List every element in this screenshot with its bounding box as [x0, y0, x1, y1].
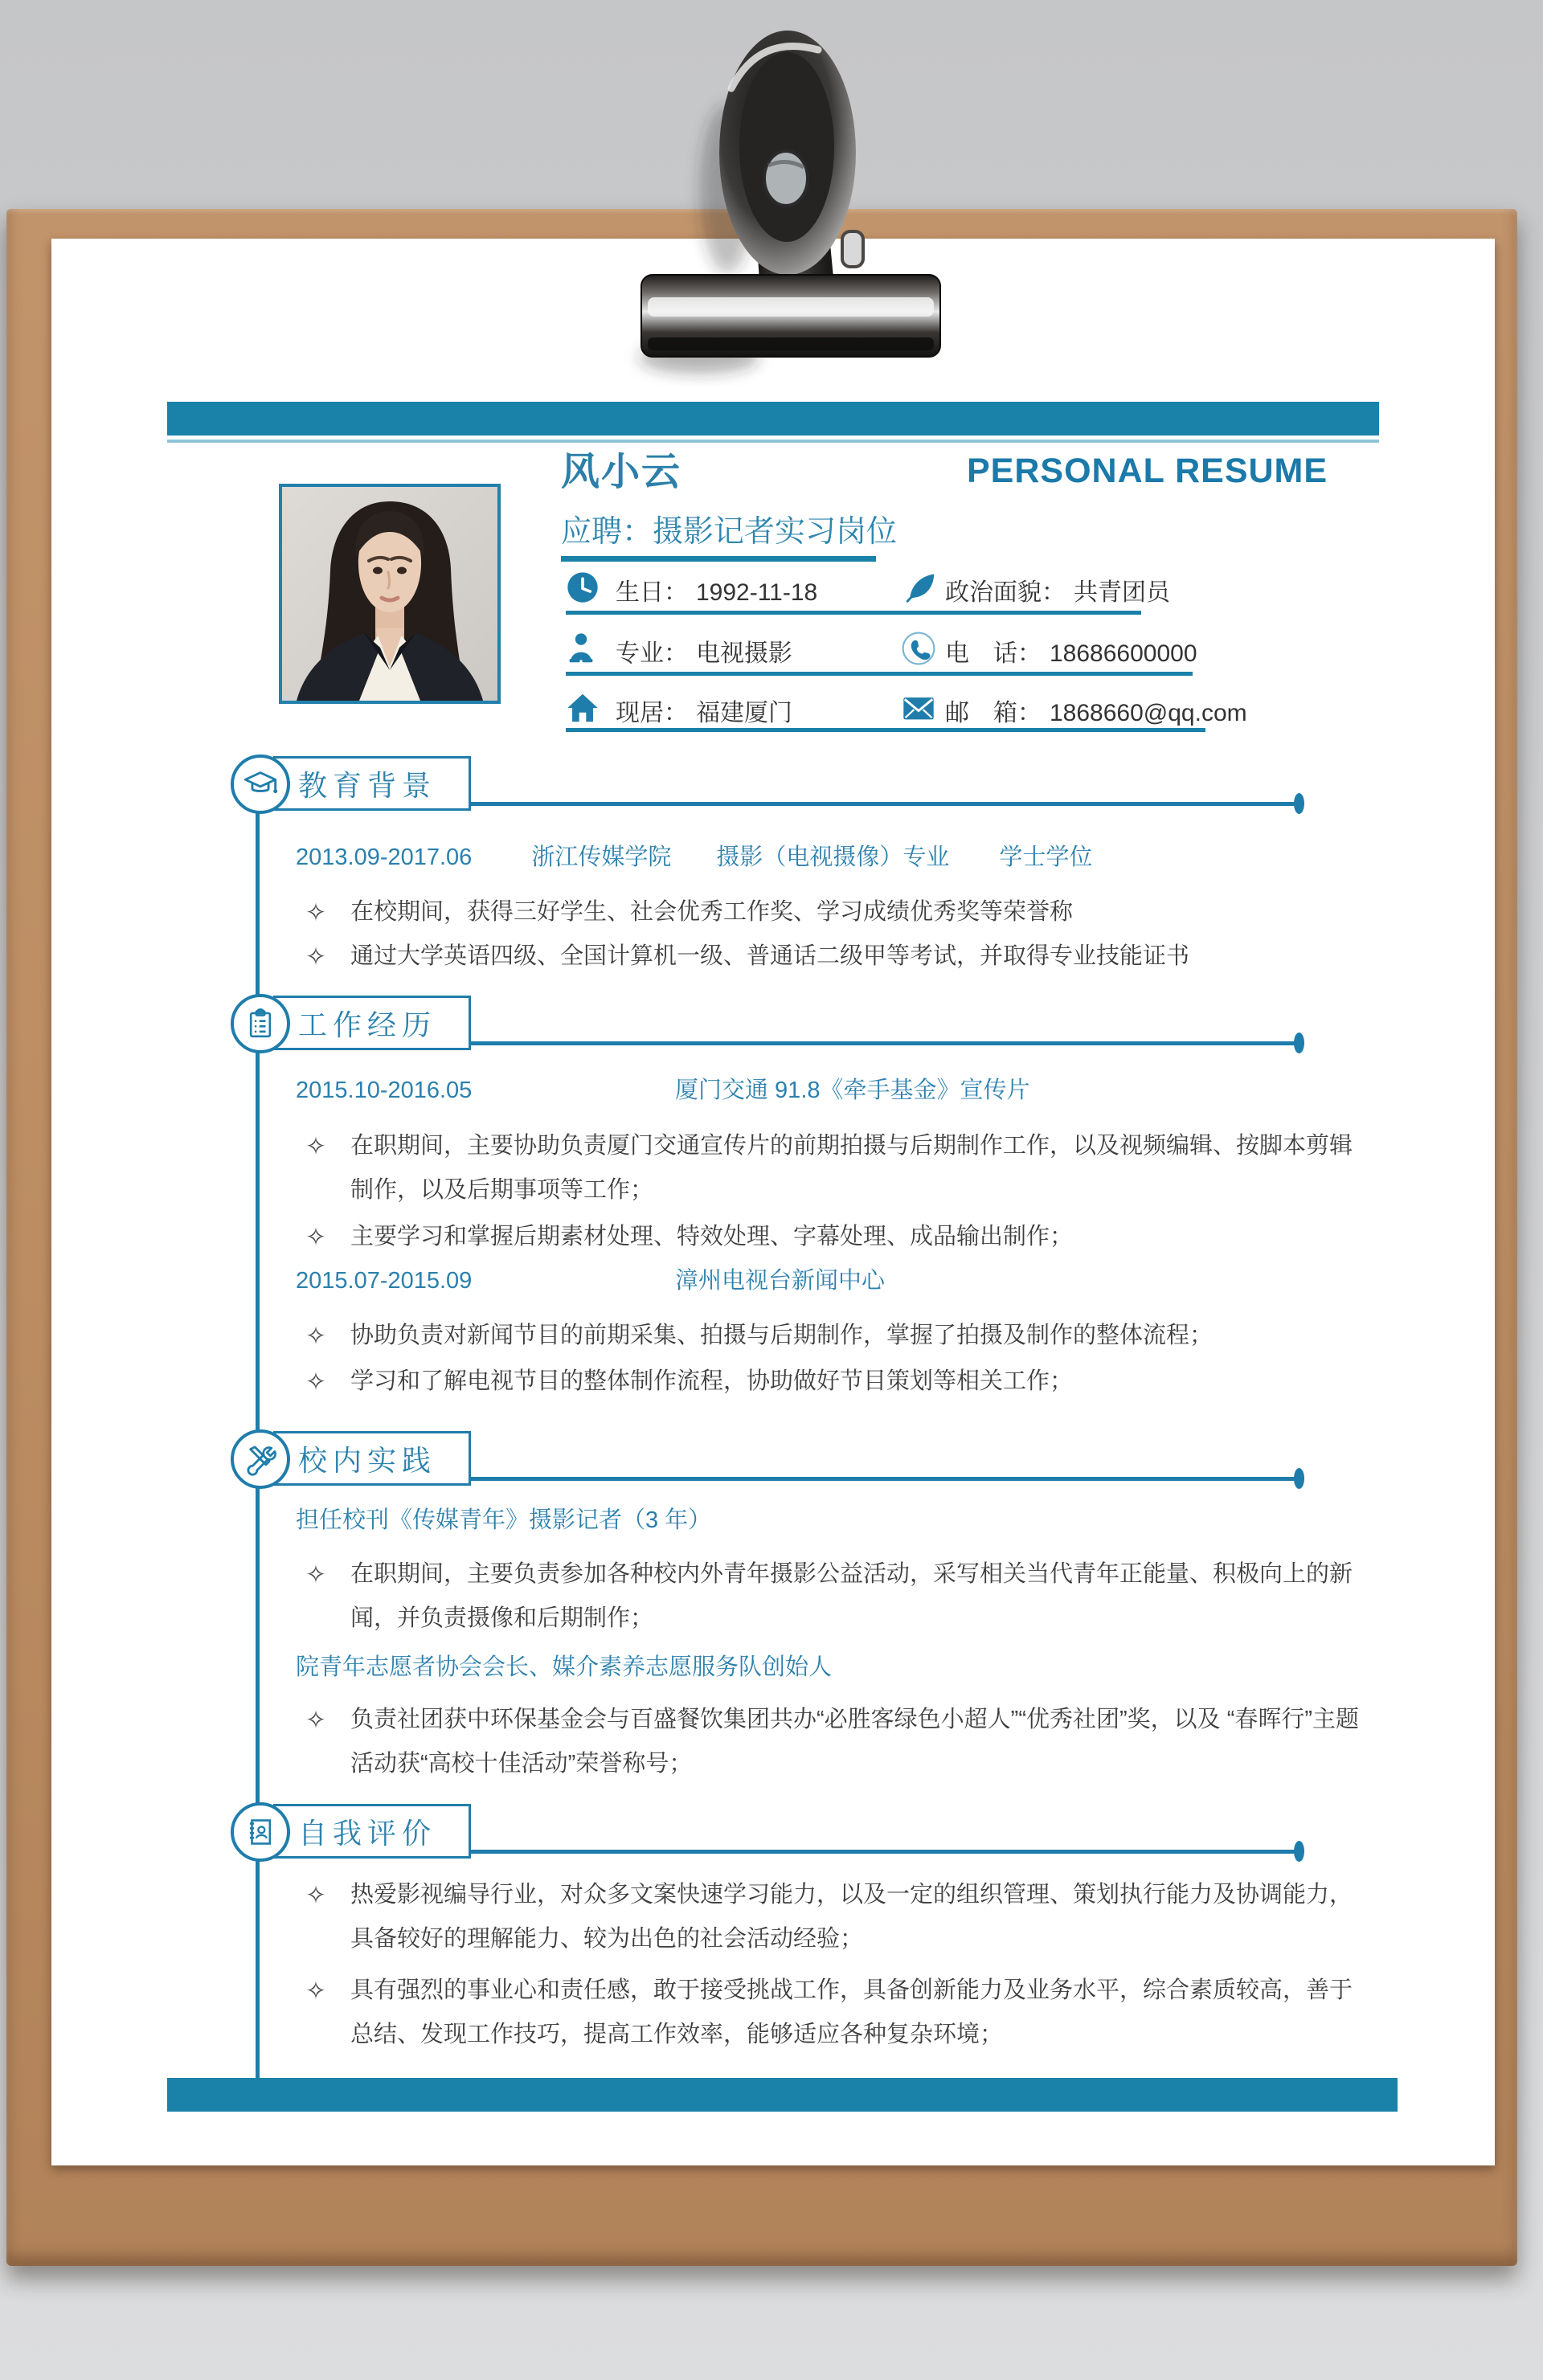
practice-role-2: 院青年志愿者协会会长、媒介素养志愿服务队创始人 [296, 1654, 833, 1680]
selfeval-section-title-box [273, 1804, 471, 1859]
selfeval-section-title: 自我评价 [298, 1817, 437, 1850]
residence-value: 福建厦门 [696, 700, 792, 726]
info-divider-2 [566, 672, 1193, 676]
practice-section-badge [231, 1429, 290, 1489]
email-value: 1868660@qq.com [1050, 700, 1247, 726]
bullet-diamond-icon: ✧ [305, 1977, 326, 2005]
tools-icon [243, 1441, 278, 1477]
work-section-dot [1294, 1033, 1304, 1053]
practice-section-title-box [273, 1431, 471, 1486]
selfeval-section-badge [231, 1802, 290, 1862]
profile-photo [279, 484, 501, 704]
bullet-diamond-icon: ✧ [305, 1223, 326, 1251]
leaf-icon [902, 569, 939, 606]
bullet-diamond-icon: ✧ [305, 1881, 326, 1909]
education-school: 浙江传媒学院 [531, 844, 672, 870]
education-major: 摄影（电视摄像）专业 [716, 844, 950, 870]
practice-role-1: 担任校刊《传媒青年》摄影记者（3 年） [296, 1507, 712, 1533]
work-entry-2-period: 2015.07-2015.09 [296, 1268, 473, 1294]
political-label: 政治面貌： [945, 579, 1066, 606]
work-entry-2-org: 漳州电视台新闻中心 [675, 1268, 886, 1294]
work-entry-1-period: 2015.10-2016.05 [296, 1078, 473, 1103]
selfeval-bullet-1: ✧ 热爱影视编导行业，对众多文案快速学习能力，以及一定的组织管理、策划执行能力及协调能力，具备较好的理解能力、较为出色的社会活动经验； [304, 1873, 1373, 1961]
phone-value: 18686600000 [1050, 640, 1197, 667]
selfeval-bullet-2: ✧ 具有强烈的事业心和责任感，敢于接受挑战工作，具备创新能力及业务水平，综合素质较高，善于总结、发现工作技巧，提高工作效率，能够适应各种复杂环境； [304, 1969, 1373, 2057]
education-section-dot [1294, 793, 1304, 814]
clip-ring-inner [739, 52, 834, 242]
bullet-diamond-icon: ✧ [305, 1706, 326, 1734]
education-bullet-2: ✧ 通过大学英语四级、全国计算机一级、普通话二级甲等考试，并取得专业技能证书 [304, 934, 1373, 979]
work-section-badge [231, 994, 290, 1053]
info-row-major-phone [561, 628, 1220, 672]
birthday-value: 1992-11-18 [696, 579, 818, 606]
work-entry-1-org: 厦门交通 91.8《牵手基金》宣传片 [675, 1078, 1030, 1103]
clock-icon [564, 569, 601, 606]
work-entry-2-heading [296, 1262, 885, 1295]
clip-lever [842, 231, 863, 267]
practice-bullet-2: ✧ 负责社团获中环保基金会与百盛餐饮集团共办“必胜客绿色小超人”“优秀社团”奖，以及 “春晖行”主题活动获“高校十佳活动”荣誉称号； [304, 1698, 1373, 1786]
work-entry-1-bullet-2: ✧ 主要学习和掌握后期素材处理、特效处理、字幕处理、成品输出制作； [304, 1215, 1373, 1259]
candidate-name: 风小云 [561, 451, 682, 493]
major-value: 电视摄影 [696, 640, 792, 667]
objective-underline [561, 556, 876, 562]
portrait-illustration [282, 487, 497, 701]
footer-accent-bar [167, 2078, 1398, 2112]
bullet-diamond-icon: ✧ [305, 1560, 326, 1589]
clipboard-icon [244, 1007, 277, 1041]
residence-label: 现居： [616, 700, 688, 726]
education-degree: 学士学位 [999, 844, 1093, 870]
clip-hole [764, 151, 808, 206]
student-icon [563, 630, 600, 667]
contact-card-icon [244, 1815, 277, 1849]
education-entry [296, 839, 1092, 872]
work-section-title: 工作经历 [298, 1008, 437, 1041]
info-row-birthday-political [561, 567, 1220, 611]
bullet-diamond-icon: ✧ [305, 1132, 326, 1160]
selfeval-section-dot [1294, 1841, 1304, 1862]
practice-section-dot [1294, 1468, 1304, 1489]
mail-icon [900, 689, 937, 726]
work-entry-1-bullet-1: ✧ 在职期间，主要协助负责厦门交通宣传片的前期拍摄与后期制作工作，以及视频编辑、按脚本剪辑制作，以及后期事项等工作； [304, 1124, 1373, 1212]
header-accent-bar [167, 402, 1379, 436]
bullet-diamond-icon: ✧ [305, 898, 326, 926]
work-section-title-box [273, 996, 471, 1050]
work-entry-1-heading [296, 1072, 1030, 1105]
work-entry-2-bullet-1: ✧ 协助负责对新闻节目的前期采集、拍摄与后期制作，掌握了拍摄及制作的整体流程； [304, 1314, 1373, 1358]
job-objective: 应聘：摄影记者实习岗位 [561, 515, 898, 549]
header-accent-bar-underline [167, 440, 1379, 443]
practice-section-title: 校内实践 [298, 1444, 437, 1477]
email-label: 邮 箱： [945, 700, 1042, 726]
education-section-badge [231, 754, 290, 814]
info-row-residence-email [561, 688, 1247, 731]
info-divider-3 [566, 728, 1205, 732]
education-section-title: 教育背景 [298, 769, 437, 802]
education-section-title-box [273, 756, 471, 811]
birthday-label: 生日： [616, 579, 688, 606]
resume-brand-title: PERSONAL RESUME [967, 452, 1328, 490]
education-period: 2013.09-2017.06 [296, 844, 473, 870]
metal-clip [595, 0, 972, 386]
bullet-diamond-icon: ✧ [305, 1322, 326, 1350]
major-label: 专业： [616, 640, 688, 667]
education-bullet-1: ✧ 在校期间，获得三好学生、社会优秀工作奖、学习成绩优秀奖等荣誉称 [304, 890, 1373, 934]
graduation-cap-icon [242, 766, 279, 803]
bullet-diamond-icon: ✧ [305, 1368, 326, 1396]
phone-label: 电 话： [945, 640, 1042, 667]
bullet-diamond-icon: ✧ [305, 943, 326, 971]
political-value: 共青团员 [1074, 579, 1170, 606]
phone-icon [900, 630, 937, 667]
info-divider-1 [566, 611, 1141, 615]
home-icon [564, 689, 601, 726]
practice-bullet-1: ✧ 在职期间，主要负责参加各种校内外青年摄影公益活动，采写相关当代青年正能量、积极向上的新闻，并负责摄像和后期制作； [304, 1552, 1373, 1641]
work-entry-2-bullet-2: ✧ 学习和了解电视节目的整体制作流程，协助做好节目策划等相关工作； [304, 1360, 1373, 1404]
